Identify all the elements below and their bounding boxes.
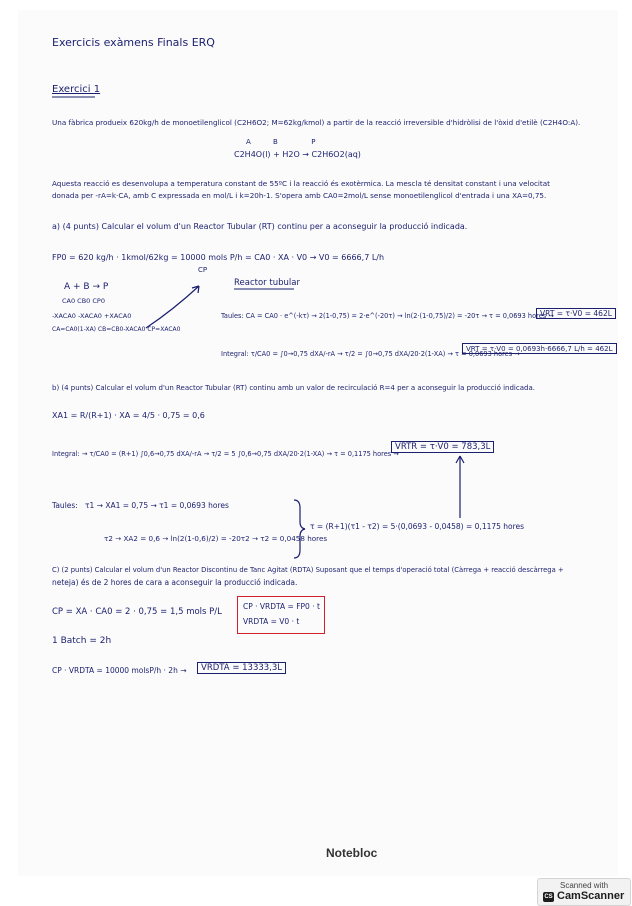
part-a-tables-result: VRT = τ·V0 = 462L — [536, 308, 616, 319]
stoich-initial: CA0 CB0 CP0 — [62, 297, 105, 305]
statement-line-2: Aquesta reacció es desenvolupa a temperatura constant de 55ºC i la reacció és exotèrmica. La mescla té densitat constant i una velocitat — [52, 179, 550, 188]
document-title: Exercicis exàmens Finals ERQ — [52, 36, 215, 49]
notebook-page — [18, 10, 618, 876]
part-a-integral-result: VRT = τ·V0 = 0,0693h·6666,7 L/h = 462L — [462, 343, 617, 354]
statement-line-1: Una fàbrica produeix 620kg/h de monoetilenglicol (C2H6O2; M=62kg/kmol) a partir de la reacció irreversible d'hidròlisi de l'òxid d'etilè (C2H4O:A). — [52, 118, 581, 127]
part-c-balance-line-2: VRDTA = V0 · t — [243, 617, 300, 626]
reaction-labels: A B P — [246, 138, 316, 146]
part-c-question-line-2: neteja) és de 2 hores de cara a aconseguir la producció indicada. — [52, 578, 298, 587]
stoich-header: A + B → P — [64, 282, 109, 292]
part-b-tables-result: τ = (R+1)(τ1 - τ2) = 5·(0,0693 - 0,0458) = 0,1175 hores — [310, 522, 525, 531]
reaction-equation: C2H4O(l) + H2O → C2H6O2(aq) — [234, 150, 361, 159]
camscanner-watermark — [537, 878, 631, 906]
exercise-heading: Exercici 1 — [52, 84, 101, 95]
part-b-tables-1: Taules: τ1 → XA1 = 0,75 → τ1 = 0,0693 hores — [52, 501, 229, 510]
scanner-name: CamScanner — [557, 890, 625, 902]
part-b-integral-line: Integral: → τ/CA0 = (R+1) ∫0,6→0,75 dXA/-rA → τ/2 = 5 ∫0,6→0,75 dXA/20·2(1-XA) → τ = 0,1175 hores → — [52, 450, 399, 458]
stoich-final: CA=CA0(1-XA) CB=CB0-XACA0 CP=XACA0 — [52, 326, 181, 333]
statement-line-3: donada per -rA=k·CA, amb C expressada en mol/L i k=20h-1. S'opera amb CA0=2mol/L sense monoetilenglicol d'entrada i una XA=0,75. — [52, 191, 547, 200]
reactor-tubular-title: Reactor tubular — [234, 278, 300, 288]
scanner-caption: Scanned with — [559, 881, 609, 890]
part-a-integral-line: Integral: τ/CA0 = ∫0→0,75 dXA/-rA → τ/2 = ∫0→0,75 dXA/20·2(1-XA) → τ = 0,0693 hores → — [221, 350, 520, 358]
part-a-flow-equation: FP0 = 620 kg/h · 1kmol/62kg = 10000 mols P/h = CA0 · XA · V0 → V0 = 6666,7 L/h — [52, 253, 385, 262]
ink-strokes — [18, 10, 618, 876]
part-c-balance-line-1: CP · VRDTA = FP0 · t — [243, 602, 320, 611]
camscanner-logo-icon: CS — [544, 894, 553, 900]
part-b-question: b) (4 punts) Calcular el volum d'un Reactor Tubular (RT) continu amb un valor de recirculació R=4 per a aconseguir la producció indicada. — [52, 384, 535, 392]
part-b-integral-result: VRTR = τ·V0 = 783,3L — [391, 441, 494, 453]
part-a-cp-label: CP — [198, 266, 208, 274]
part-c-batch: 1 Batch = 2h — [52, 636, 112, 646]
part-c-final-result: VRDTA = 13333,3L — [197, 662, 286, 674]
part-c-cp-line: CP = XA · CA0 = 2 · 0,75 = 1,5 mols P/L — [52, 607, 222, 617]
stoich-change: -XACA0 -XACA0 +XACA0 — [52, 312, 132, 320]
part-b-xa-formula: XA1 = R/(R+1) · XA = 4/5 · 0,75 = 0,6 — [52, 411, 205, 420]
stoich-arrow — [146, 286, 199, 328]
notebloc-brand: Notebloc — [326, 846, 378, 860]
part-c-question-line-1: C) (2 punts) Calcular el volum d'un Reactor Discontinu de Tanc Agitat (RDTA) Suposant que el temps d'operació total (Càrrega + reacció descàrrega + — [52, 566, 564, 574]
part-b-tables-2: τ2 → XA2 = 0,6 → ln(2(1-0,6)/2) = -20τ2 → τ2 = 0,0458 hores — [104, 534, 328, 543]
tables-brace — [294, 500, 305, 558]
part-c-final-line: CP · VRDTA = 10000 molsP/h · 2h → — [52, 666, 187, 675]
part-a-question: a) (4 punts) Calcular el volum d'un Reactor Tubular (RT) continu per a aconseguir la producció indicada. — [52, 222, 468, 231]
part-a-tables-line: Taules: CA = CA0 · e^(-kτ) → 2(1-0,75) = 2·e^(-20τ) → ln(2·(1-0,75)/2) = -20τ → τ = 0,0693 hores → — [221, 312, 554, 320]
